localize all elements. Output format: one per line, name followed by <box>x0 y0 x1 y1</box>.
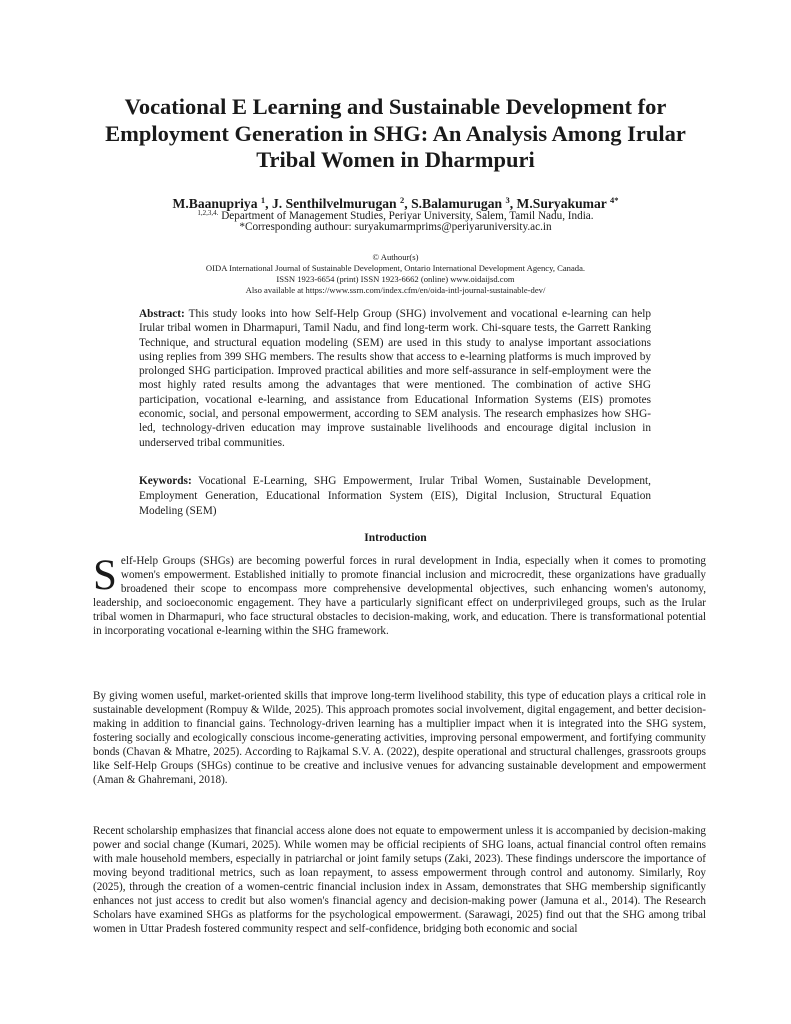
abstract-text: This study looks into how Self-Help Group (SHG) involvement and vocational e-learning can help Irular tribal women in Dharmapuri, Tamil Nadu, and find long-term work. Chi-square tests, the Garrett Ranking Technique, and structural equation modeling (SEM) are used in this study to analyse important associations using replies from 399 SHG members. The results show that access to e-learning platforms is much improved by prolonged SHG participation. Improved practical abilities and more self-assurance in self-employment were the most highly rated results among the advantages that were mentioned. The combination of active SHG participation, vocational e-learning, and assistance from Educational Information Systems (EIS) promotes economic, social, and personal empowerment, according to SEM analysis. The research emphasizes how SHG-led, technology-driven education may improve sustainable livelihoods and encourage digital inclusion in underserved tribal communities. <box>139 308 651 449</box>
keywords-text: Vocational E-Learning, SHG Empowerment, Irular Tribal Women, Sustainable Development, Employment Generation, Educational Information System (EIS), Digital Inclusion, Structural Equation Modeling (SEM) <box>139 475 651 517</box>
keywords <box>139 474 651 519</box>
abstract <box>139 307 651 450</box>
author-name: M.Baanupriya <box>172 196 258 211</box>
copyright-block <box>80 252 711 296</box>
availability-line: Also available at https://www.ssrn.com/index.cfm/en/oida-intl-journal-sustainable-dev/ <box>245 285 546 295</box>
paragraph-text: elf-Help Groups (SHGs) are becoming powerful forces in rural development in India, especially when it comes to promoting women's empowerment. Established initially to promote financial inclusion and microcredit, these organizations have gradually broadened their scope to encompass more comprehensive developmental objectives, such enhancing women's autonomy, leadership, and socioeconomic engagement. They have a particularly significant effect on underprivileged groups, such as the Irular tribal women in Dharmapuri, who face structural obstacles to decision-making, work, and education. There is transformational potential in incorporating vocational e-learning within the SHG framework. <box>93 555 706 638</box>
abstract-label: Abstract: <box>139 308 185 320</box>
affiliation-mark: 1,2,3,4. <box>197 209 219 217</box>
author-affiliation-mark: 3 <box>505 195 510 205</box>
journal-line: OIDA International Journal of Sustainable Development, Ontario International Development Agency, Canada. <box>205 263 586 273</box>
introduction-paragraph <box>93 554 706 638</box>
drop-cap: S <box>93 552 117 599</box>
author-name: M.Suryakumar <box>516 196 607 211</box>
introduction-paragraph: Recent scholarship emphasizes that financial access alone does not equate to empowerment unless it is accompanied by decision-making power and social change (Kumari, 2025). While women may be official recipients of SHG loans, actual financial control often remains with male household members, especially in patriarchal or joint family setups (Zaki, 2023). These findings underscore the importance of moving beyond traditional metrics, such as loan repayment, to assess empowerment through control and autonomy. Similarly, Roy (2025), through the creation of a women-centric financial inclusion index in Assam, demonstrates that SHG membership significantly enhances not just access to credit but also women's financial agency and decision-making power (Jamuna et al., 2014). The Research Scholars have examined SHGs as platforms for the psychological empowerment. (Sarawagi, 2025) find out that the SHG among tribal women in Uttar Pradesh fostered community respect and self-confidence, bridging both economic and social <box>93 825 706 936</box>
author-affiliation-mark: 2 <box>400 195 405 205</box>
author-affiliation-mark: 1 <box>260 195 266 205</box>
author-affiliation-mark: 4* <box>609 195 619 205</box>
affiliation-text: Department of Management Studies, Periyar University, Salem, Tamil Nadu, India. <box>221 210 594 222</box>
section-heading-introduction: Introduction <box>364 532 427 544</box>
introduction-paragraph: By giving women useful, market-oriented skills that improve long-term livelihood stability, this type of education plays a critical role in sustainable development (Rompuy & Wilde, 2025). This approach promotes social involvement, digital engagement, and better decision-making in addition to financial gains. Technology-driven learning has a multiplier impact when it is integrated into the SHG system, fostering socially and ecologically conscious income-generating activities, improving personal empowerment, and fortifying community bonds (Chavan & Mhatre, 2025). According to Rajkamal S.V. A. (2022), despite operational and structural challenges, grassroots groups like Self-Help Groups (SHGs) continue to be creative and inclusive venues for advancing sustainable development and empowerment (Aman & Ghahremani, 2018). <box>93 690 706 787</box>
corresponding-author: *Corresponding authour: suryakumarmprims@periyaruniversity.ac.in <box>239 221 552 233</box>
keywords-label: Keywords: <box>139 475 192 487</box>
author-name: J. Senthilvelmurugan <box>271 196 397 211</box>
paper-title: Vocational E Learning and Sustainable Development for Employment Generation in SHG: An Analysis Among Irular Tribal Women in Dharmpuri <box>105 94 686 172</box>
author-name: S.Balamurugan <box>411 196 503 211</box>
author-list: M.Baanupriya $^1$, J. Senthilvelmurugan $^2$, S.Balamurugan $^3$, M.Suryakumar $^{4*}$ <box>172 195 619 211</box>
copyright-line: © Authour(s) <box>372 252 419 262</box>
issn-line: ISSN 1923-6654 (print) ISSN 1923-6662 (online) www.oidaijsd.com <box>276 274 515 284</box>
